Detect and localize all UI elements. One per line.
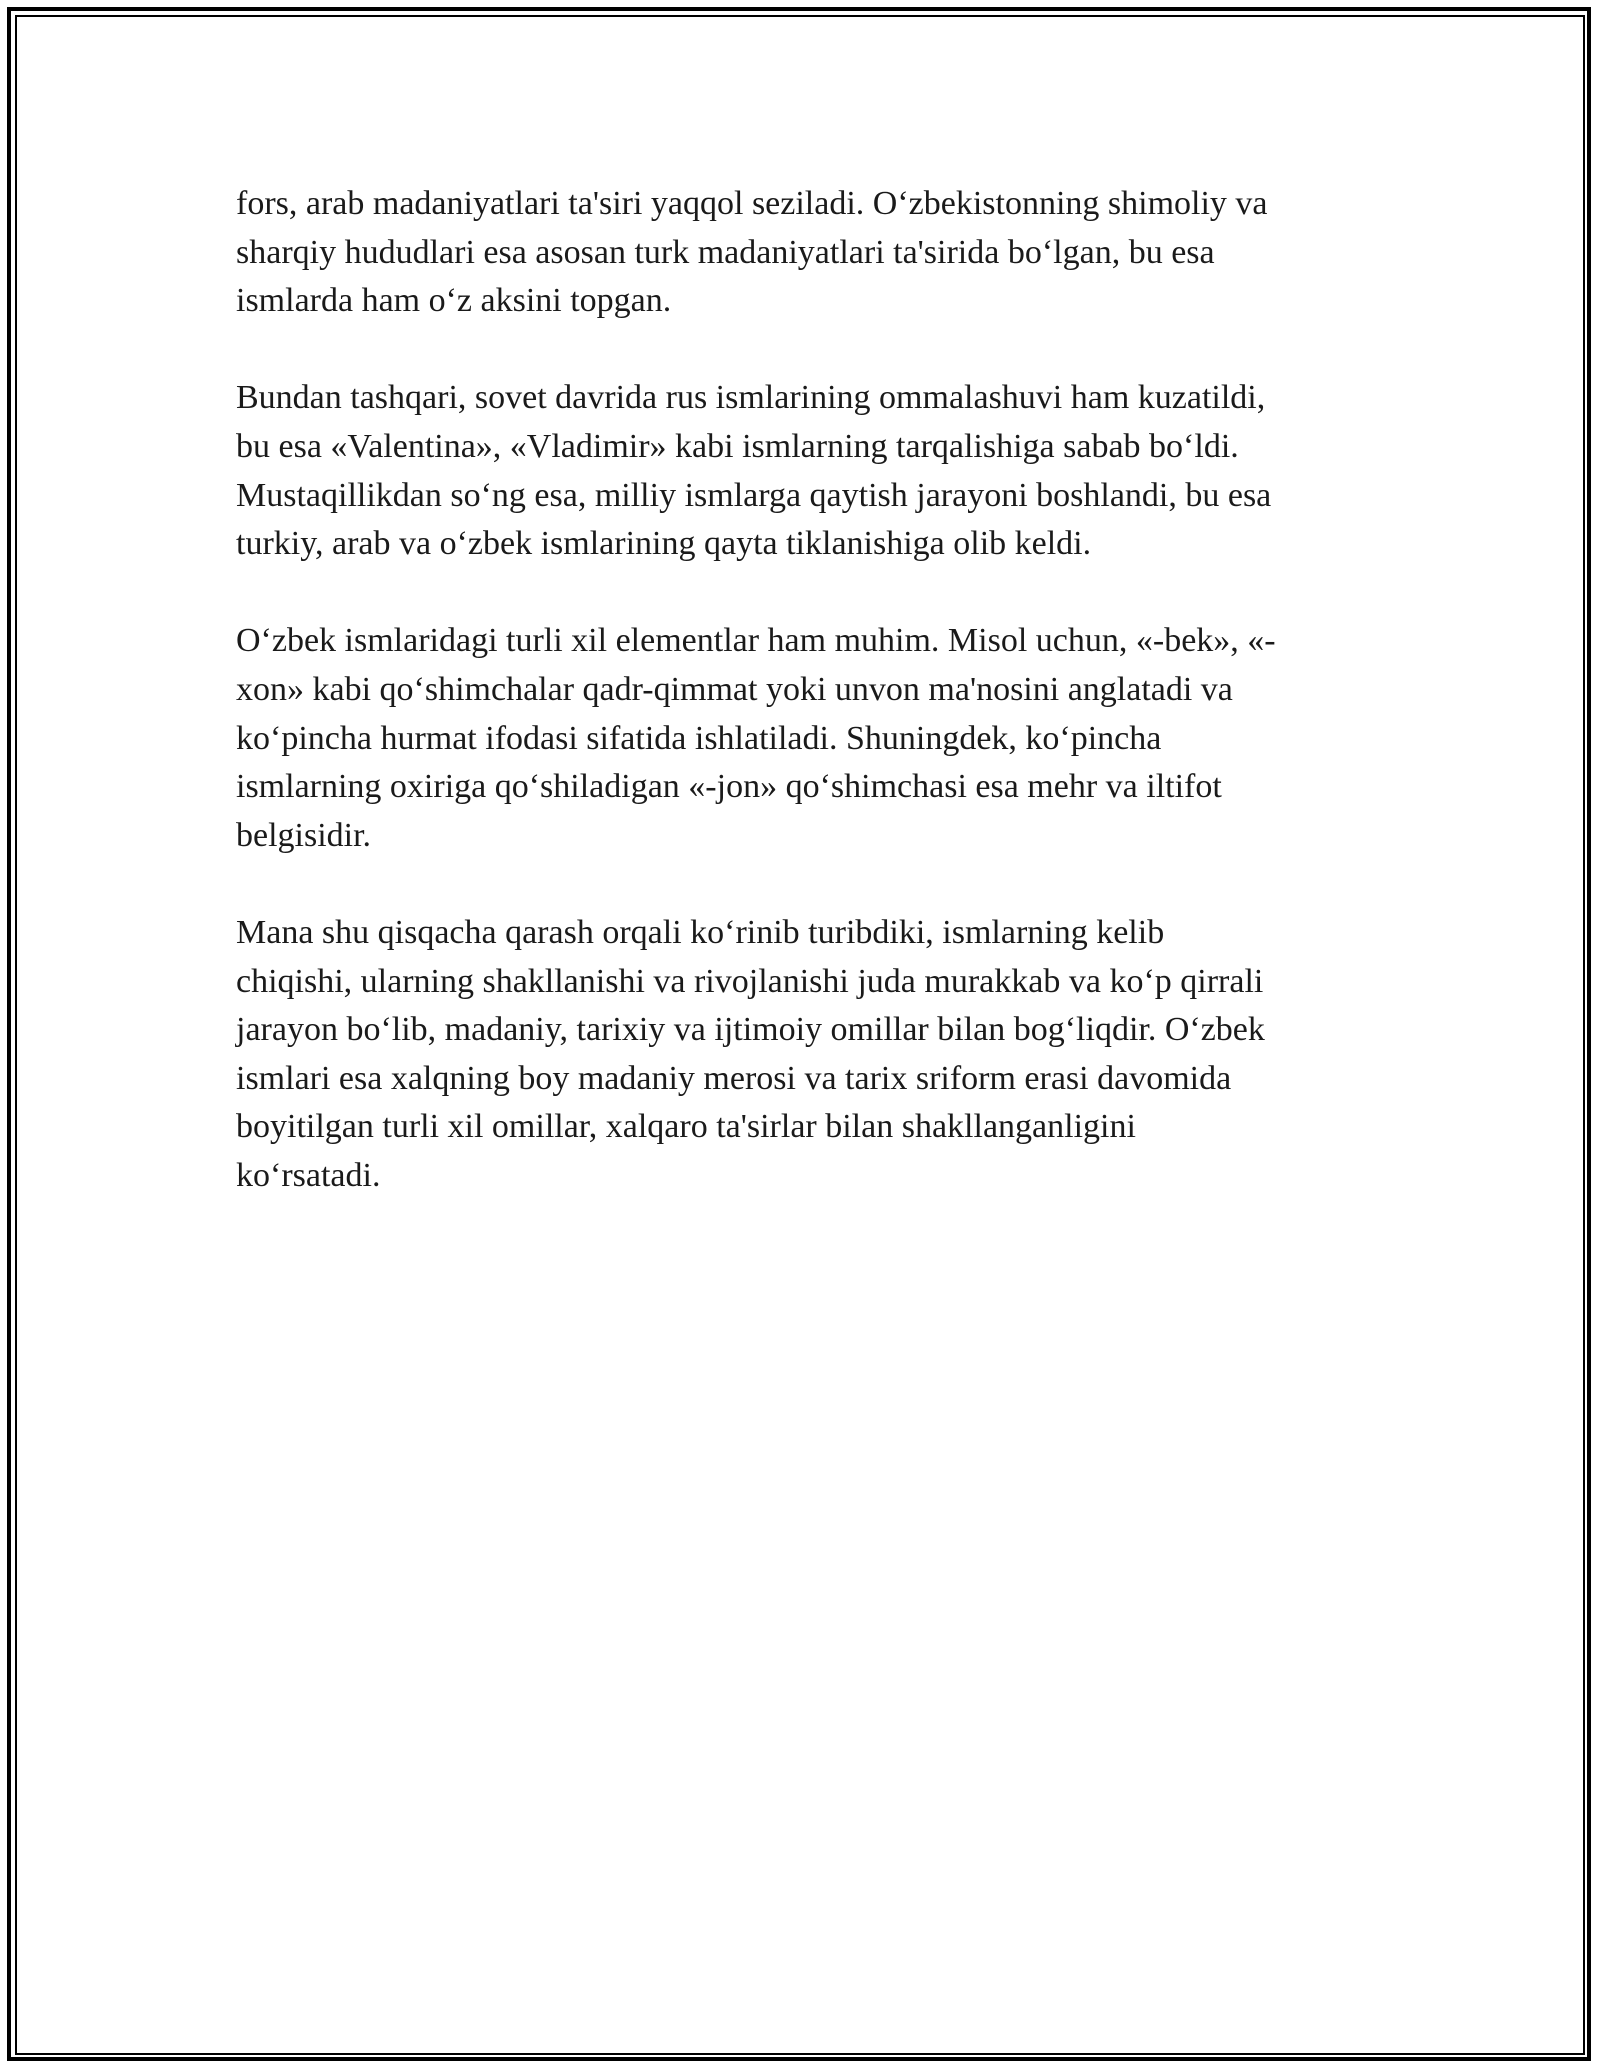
text-line: Mana shu qisqacha qarash orqali ko‘rinib turibdiki, ismlarning kelib: [236, 913, 1165, 951]
text-line: Mustaqillikdan so‘ng esa, milliy ismlarga qaytish jarayoni boshlandi, bu esa: [236, 476, 1272, 514]
text-line: jarayon bo‘lib, madaniy, tarixiy va ijtimoiy omillar bilan bog‘liqdir. O‘zbek: [236, 1011, 1265, 1049]
text-line: ismlarning oxiriga qo‘shiladigan «-jon» qo‘shimchasi esa mehr va iltifot: [236, 768, 1222, 806]
text-line: ismlarda ham o‘z aksini topgan.: [236, 282, 672, 320]
text-line: turkiy, arab va o‘zbek ismlarining qayta tiklanishiga olib keldi.: [236, 525, 1092, 563]
text-line: ismlari esa xalqning boy madaniy merosi va tarix sriform erasi davomida: [236, 1059, 1232, 1097]
text-line: bu esa «Valentina», «Vladimir» kabi ismlarning tarqalishiga sabab bo‘ldi.: [236, 427, 1239, 465]
document-body: [236, 180, 1366, 1249]
paragraph-4: [236, 909, 1366, 1201]
paragraph-2: [236, 374, 1366, 568]
text-line: sharqiy hududlari esa asosan turk madaniyatlari ta'sirida bo‘lgan, bu esa: [236, 233, 1215, 271]
text-line: chiqishi, ularning shakllanishi va rivojlanishi juda murakkab va ko‘p qirrali: [236, 962, 1264, 1000]
text-line: ko‘rsatadi.: [236, 1156, 381, 1194]
text-line: boyitilgan turli xil omillar, xalqaro ta'sirlar bilan shakllanganligini: [236, 1108, 1136, 1146]
text-line: O‘zbek ismlaridagi turli xil elementlar ham muhim. Misol uchun, «-bek», «-: [236, 622, 1276, 660]
text-line: belgisidir.: [236, 816, 372, 854]
paragraph-1: [236, 180, 1366, 326]
text-line: xon» kabi qo‘shimchalar qadr-qimmat yoki unvon ma'nosini anglatadi va: [236, 670, 1233, 708]
text-line: ko‘pincha hurmat ifodasi sifatida ishlatiladi. Shuningdek, ko‘pincha: [236, 719, 1162, 757]
text-line: Bundan tashqari, sovet davrida rus ismlarining ommalashuvi ham kuzatildi,: [236, 379, 1266, 417]
text-line: fors, arab madaniyatlari ta'siri yaqqol seziladi. O‘zbekistonning shimoliy va: [236, 185, 1268, 222]
paragraph-3: [236, 617, 1366, 860]
